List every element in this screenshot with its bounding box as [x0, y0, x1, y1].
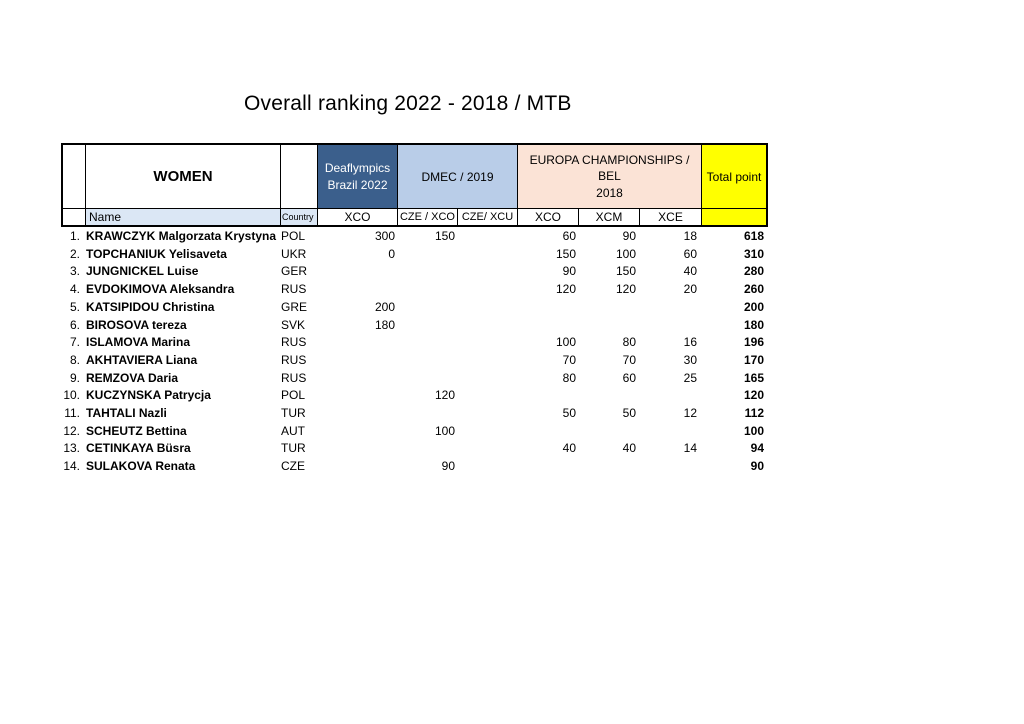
total-points: 200 [743, 299, 764, 314]
athlete-name: TAHTALI Nazli [86, 406, 167, 420]
rank-cell: 6. [69, 317, 80, 332]
total-points: 180 [743, 317, 764, 332]
rank-cell: 4. [69, 282, 80, 297]
total-points: 165 [743, 370, 764, 385]
europa-group-header: EUROPA CHAMPIONSHIPS / BEL 2018 [517, 145, 701, 208]
table-row [0, 333, 800, 351]
country-code: TUR [281, 441, 306, 456]
total-points: 112 [744, 406, 764, 420]
total-points: 90 [750, 459, 764, 474]
header-spacer [280, 145, 317, 208]
xcm-bel-points: 70 [622, 352, 636, 367]
cze-xco-points: 150 [434, 229, 455, 243]
country-code: SVK [281, 317, 306, 332]
xco-bel-points: 80 [562, 370, 576, 385]
xco-brazil-points: 300 [374, 229, 395, 243]
table-row [0, 439, 800, 457]
xco-brazil-points: 200 [374, 299, 395, 314]
athlete-name: AKHTAVIERA Liana [86, 352, 198, 367]
xco-brazil-points: 180 [374, 317, 395, 332]
xce-bel-points: 40 [683, 264, 697, 279]
xce-bel-column-header: XCE [639, 208, 701, 225]
country-code: POL [281, 229, 306, 243]
xce-bel-points: 60 [683, 246, 697, 261]
category-label: WOMEN [85, 145, 280, 208]
xcm-bel-column-header: XCM [578, 208, 639, 225]
total-points: 310 [743, 246, 764, 261]
total-points: 196 [743, 335, 764, 350]
name-column-header: Name [85, 208, 280, 225]
table-row [0, 316, 800, 334]
xco-bel-points: 150 [555, 246, 576, 261]
athlete-name: KATSIPIDOU Christina [86, 299, 215, 314]
deaflympics-group-header: Deaflympics Brazil 2022 [317, 145, 397, 208]
xco-bel-column-header: XCO [517, 208, 578, 225]
athlete-name: REMZOVA Daria [86, 370, 179, 385]
total-points: 120 [743, 388, 764, 403]
rank-cell: 2. [69, 246, 80, 261]
table-row [0, 351, 800, 369]
cze-xco-points: 100 [434, 423, 455, 438]
country-code: GRE [281, 299, 308, 314]
table-row [0, 369, 800, 387]
xcm-bel-points: 50 [622, 406, 636, 420]
table-row [0, 386, 800, 404]
athlete-name: EVDOKIMOVA Aleksandra [86, 282, 235, 297]
rank-cell: 3. [69, 264, 80, 279]
rank-cell: 1. [69, 229, 80, 243]
athlete-name: KUCZYNSKA Patrycja [86, 388, 211, 403]
country-code: RUS [281, 352, 307, 367]
xco-brazil-column-header: XCO [317, 208, 397, 225]
rank-cell: 5. [69, 299, 80, 314]
athlete-name: TOPCHANIUK Yelisaveta [86, 246, 227, 261]
athlete-name: BIROSOVA tereza [86, 317, 187, 332]
xce-bel-points: 14 [683, 441, 697, 456]
athlete-name: CETINKAYA Büsra [86, 441, 191, 456]
total-points: 260 [743, 282, 764, 297]
rank-cell: 13. [63, 441, 80, 456]
athlete-name: SCHEUTZ Bettina [86, 423, 187, 438]
table-row [0, 227, 800, 245]
xce-bel-points: 20 [683, 282, 697, 297]
rank-cell: 12. [63, 423, 80, 438]
athlete-name: KRAWCZYK Malgorzata Krystyna [86, 229, 277, 243]
xce-bel-points: 18 [683, 229, 697, 243]
rank-cell: 14. [63, 459, 80, 474]
table-row [0, 298, 800, 316]
xcm-bel-points: 120 [615, 282, 636, 297]
xce-bel-points: 16 [683, 335, 697, 350]
country-code: TUR [281, 406, 306, 420]
xco-bel-points: 70 [562, 352, 576, 367]
table-row [0, 457, 800, 475]
country-code: RUS [281, 370, 307, 385]
page-title: Overall ranking 2022 - 2018 / MTB [244, 92, 572, 115]
cze-xco-column-header: CZE / XCO [397, 208, 457, 225]
table-row [0, 280, 800, 298]
athlete-name: SULAKOVA Renata [86, 459, 196, 474]
rank-cell: 7. [69, 335, 80, 350]
xco-bel-points: 50 [562, 406, 576, 420]
rank-cell: 9. [69, 370, 80, 385]
athlete-name: ISLAMOVA Marina [86, 335, 191, 350]
xco-brazil-points: 0 [388, 246, 395, 261]
country-code: RUS [281, 335, 307, 350]
country-code: UKR [281, 246, 307, 261]
xce-bel-points: 25 [683, 370, 697, 385]
country-code: GER [281, 264, 308, 279]
country-code: POL [281, 388, 306, 403]
dmec-group-header: DMEC / 2019 [397, 145, 517, 208]
rank-cell: 10. [63, 388, 80, 403]
table-row [0, 422, 800, 440]
total-points-header: Total point [701, 145, 766, 208]
table-row [0, 404, 800, 422]
cze-xco-points: 120 [434, 388, 455, 403]
athlete-name: JUNGNICKEL Luise [86, 264, 199, 279]
xcm-bel-points: 90 [622, 229, 636, 243]
total-points: 170 [743, 352, 764, 367]
total-points: 94 [750, 441, 764, 456]
country-code: AUT [281, 423, 305, 438]
table-row [0, 262, 800, 280]
xco-bel-points: 60 [562, 229, 576, 243]
xce-bel-points: 30 [683, 352, 697, 367]
xcm-bel-points: 80 [622, 335, 636, 350]
xco-bel-points: 100 [555, 335, 576, 350]
xcm-bel-points: 100 [615, 246, 636, 261]
table-row [0, 245, 800, 263]
xce-bel-points: 12 [683, 406, 697, 420]
country-code: CZE [281, 459, 305, 474]
xco-bel-points: 120 [555, 282, 576, 297]
total-points: 100 [743, 423, 764, 438]
cze-xcu-column-header: CZE/ XCU [457, 208, 517, 225]
total-column-header [701, 208, 766, 225]
xco-bel-points: 90 [562, 264, 576, 279]
rank-column-header [63, 208, 85, 225]
xcm-bel-points: 40 [622, 441, 636, 456]
rank-cell: 8. [69, 352, 80, 367]
rank-cell: 11. [64, 406, 80, 420]
country-column-header: Country [280, 208, 317, 225]
xco-bel-points: 40 [562, 441, 576, 456]
total-points: 280 [743, 264, 764, 279]
country-code: RUS [281, 282, 307, 297]
cze-xco-points: 90 [441, 459, 455, 474]
xcm-bel-points: 150 [615, 264, 636, 279]
xcm-bel-points: 60 [622, 370, 636, 385]
total-points: 618 [743, 229, 764, 243]
